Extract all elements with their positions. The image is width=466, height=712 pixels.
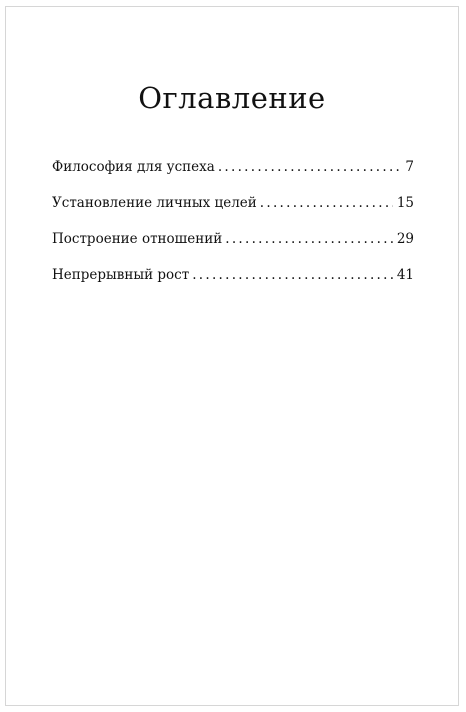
page-title: Оглавление [138, 81, 326, 115]
toc-page-number: 7 [405, 159, 414, 175]
toc-dot-leader [225, 231, 393, 247]
toc-page-number: 15 [396, 195, 414, 211]
toc-entry [52, 231, 414, 267]
toc-entry-title: Непрерывный рост [52, 267, 190, 283]
toc-entry [52, 159, 414, 195]
toc-dot-leader [192, 267, 393, 283]
toc-entry-title: Установление личных целей [52, 195, 257, 211]
toc-dot-leader [218, 159, 402, 175]
toc-entry-title: Построение отношений [52, 231, 223, 247]
toc-page-number: 41 [396, 267, 414, 283]
table-of-contents [52, 159, 414, 303]
toc-entry-title: Философия для успеха [52, 159, 215, 175]
toc-page-number: 29 [396, 231, 414, 247]
toc-entry [52, 195, 414, 231]
toc-dot-leader [260, 195, 393, 211]
toc-entry [52, 267, 414, 303]
document-page [5, 6, 459, 706]
